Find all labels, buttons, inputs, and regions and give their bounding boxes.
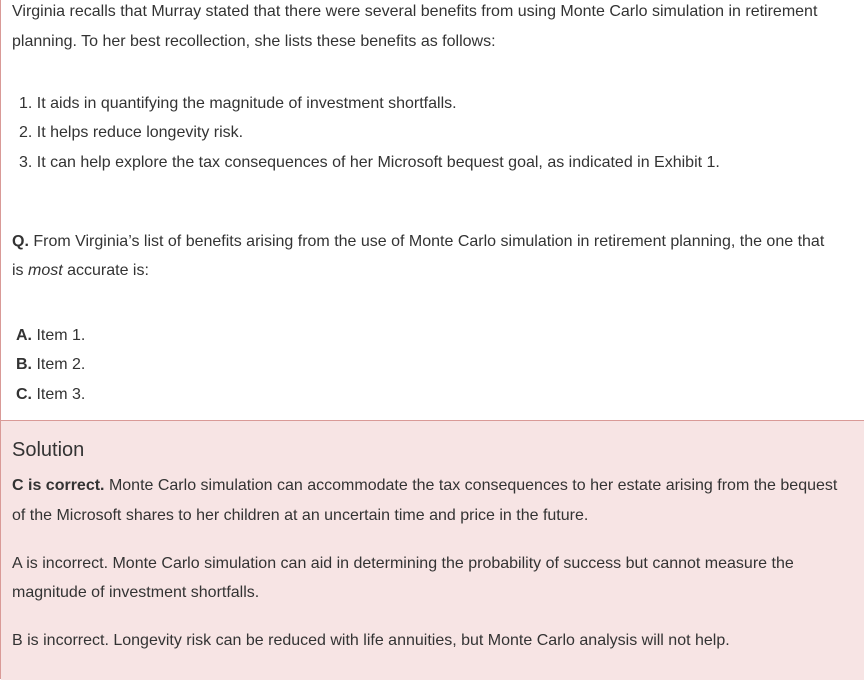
benefit-item-1: 1. It aids in quantifying the magnitude of investment shortfalls.: [19, 95, 457, 112]
solution-a-line-2: magnitude of investment shortfalls.: [12, 584, 260, 601]
solution-title: Solution: [12, 439, 85, 461]
option-c-letter: C.: [16, 386, 32, 403]
correct-explanation: Monte Carlo simulation can accommodate the tax consequences to her estate arising from the bequest: [108, 477, 838, 494]
option-b-letter: B.: [16, 356, 32, 373]
option-b-text: Item 2.: [36, 356, 86, 373]
question-text: From Virginia’s list of benefits arising from the use of Monte Carlo simulation in retirement planning, the one that: [33, 233, 825, 250]
solution-correct-line-2: of the Microsoft shares to her children at an uncertain time and price in the future.: [12, 507, 589, 524]
question-line-2: [12, 261, 149, 281]
question-emphasis: most: [28, 262, 63, 279]
option-a[interactable]: [16, 326, 85, 346]
scenario-line-1: Virginia recalls that Murray stated that there were several benefits from using Monte Carlo simulation in retirement: [12, 3, 818, 20]
option-a-text: Item 1.: [36, 327, 86, 344]
correct-label: C is correct.: [12, 477, 105, 494]
option-b[interactable]: [16, 355, 85, 375]
solution-b-line-1: B is incorrect. Longevity risk can be reduced with life annuities, but Monte Carlo analysis will not help.: [12, 632, 730, 649]
benefit-item-3: 3. It can help explore the tax consequences of her Microsoft bequest goal, as indicated in Exhibit 1.: [19, 154, 720, 171]
question-line2-after: accurate is:: [62, 262, 149, 279]
solution-section: [1, 420, 864, 680]
solution-correct-line-1: [12, 476, 837, 496]
question-line2-before: is: [12, 262, 28, 279]
option-a-letter: A.: [16, 327, 32, 344]
option-c[interactable]: [16, 385, 85, 405]
question-section: [1, 0, 864, 420]
solution-a-line-1: A is incorrect. Monte Carlo simulation can aid in determining the probability of success but cannot measure the: [12, 555, 794, 572]
option-c-text: Item 3.: [36, 386, 86, 403]
scenario-line-2: planning. To her best recollection, she lists these benefits as follows:: [12, 33, 496, 50]
benefit-item-2: 2. It helps reduce longevity risk.: [19, 124, 244, 141]
question-prefix: Q.: [12, 233, 29, 250]
question-line-1: [12, 232, 824, 252]
